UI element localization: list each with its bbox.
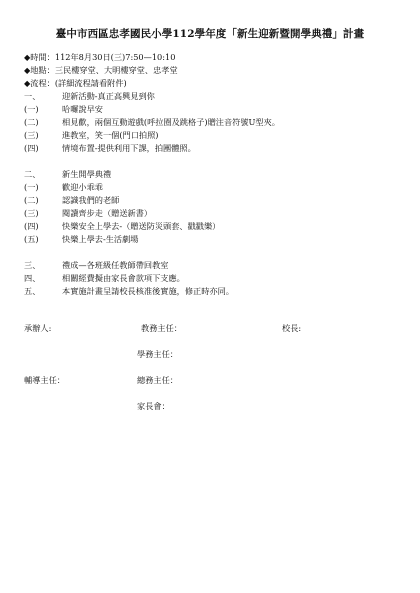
item-text: 相見歡，兩個互動遊戲(呼拉圈及跳格子)贈注音符號U型夾。 [62, 117, 280, 127]
section-number: 三、 [24, 260, 41, 270]
signature-principal: 校長: [282, 323, 302, 333]
section-1-number: 一、 [24, 91, 41, 101]
signature-general-affairs: 總務主任： [137, 375, 178, 385]
item-text: 哈囉說早安 [62, 104, 103, 114]
signature-academic: 教務主任： [141, 323, 182, 333]
info-process: ◆流程：(詳細流程請看附件) [24, 78, 127, 88]
item-number: (一) [24, 182, 39, 192]
item-text: 快樂上學去-生活劇場 [62, 234, 139, 244]
signature-counseling: 輔導主任： [24, 375, 65, 385]
item-number: (四) [24, 221, 39, 231]
item-text: 快樂安全上學去-（贈送防災頭套、戳戳樂） [62, 221, 221, 231]
item-number: (二) [24, 117, 39, 127]
item-number: (三) [24, 208, 39, 218]
item-text: 進教室，笑一個(門口拍照) [62, 130, 159, 140]
info-place: ◆地點：三民樓穿堂、大明樓穿堂、忠孝堂 [24, 65, 178, 75]
section-2-number: 二、 [24, 169, 41, 179]
item-number: (三) [24, 130, 39, 140]
item-number: (五) [24, 234, 39, 244]
item-text: 情境布置-提供利用下課，拍團體照。 [62, 143, 196, 153]
section-number: 四、 [24, 273, 41, 283]
section-text: 本實施計畫呈請校長核准後實施，修正時亦同。 [62, 286, 234, 296]
signature-organizer: 承辦人: [24, 323, 52, 333]
item-text: 閱讀齊步走（贈送新書） [62, 208, 153, 218]
section-1-text: 迎新活動-真正高興見到你 [62, 91, 155, 101]
section-number: 五、 [24, 286, 41, 296]
info-time: ◆時間：112年8月30日(三)7:50—10:10 [24, 52, 176, 62]
item-text: 歡迎小乖乖 [62, 182, 103, 192]
section-text: 相關經費擬由家長會款項下支應。 [62, 273, 185, 283]
item-number: (四) [24, 143, 39, 153]
item-text: 認識我們的老師 [62, 195, 120, 205]
document-title: 臺中市西區忠孝國民小學112學年度「新生迎新暨開學典禮」計畫 [55, 28, 365, 40]
signature-parents: 家長會： [137, 401, 170, 411]
section-text: 禮成—各班級任教師帶回教室 [62, 260, 169, 270]
item-number: (一) [24, 104, 39, 114]
item-number: (二) [24, 195, 39, 205]
signature-student-affairs: 學務主任： [137, 349, 178, 359]
section-2-text: 新生開學典禮 [62, 169, 112, 179]
